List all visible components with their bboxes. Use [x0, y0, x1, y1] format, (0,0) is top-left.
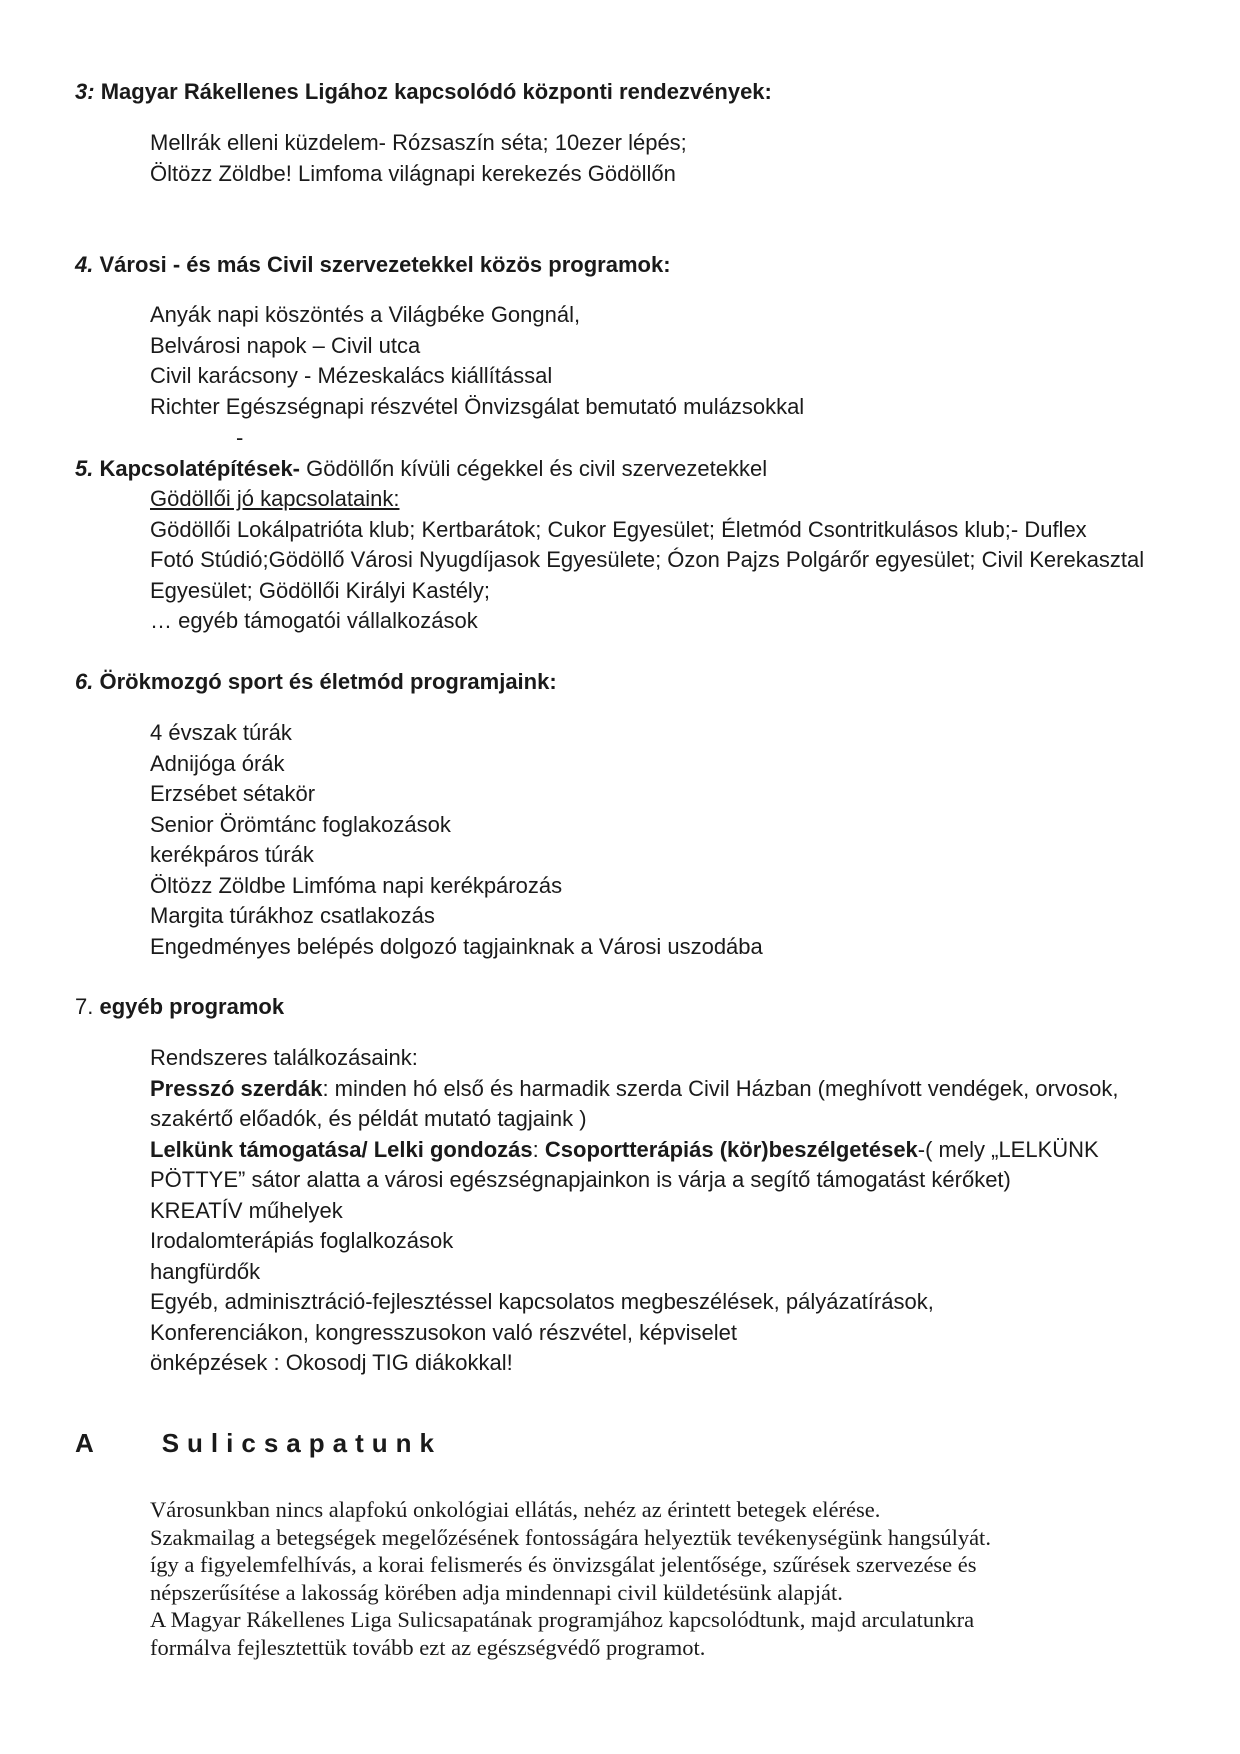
section-7-heading	[75, 994, 284, 1020]
lelkunk-line	[150, 1135, 1180, 1166]
section-5-body	[150, 484, 1180, 637]
body-line: Egyéb, adminisztráció-fejlesztéssel kapcsolatos megbeszélések, pályázatírások,	[150, 1289, 934, 1314]
body-line: Irodalomterápiás foglalkozások	[150, 1228, 454, 1253]
presszo-label: Presszó szerdák	[150, 1075, 323, 1101]
list-item: kerékpáros túrák	[150, 842, 314, 867]
list-item: Öltözz Zöldbe Limfóma napi kerékpározás	[150, 872, 563, 898]
paragraph-line: így a figyelemfelhívás, a korai felismerés és önvizsgálat jelentősége, szűrések szervezése és	[150, 1552, 977, 1577]
section-5-title: Kapcsolatépítések-	[99, 456, 301, 481]
section-5-subtitle: Gödöllőn kívüli cégekkel és civil szervezetekkel	[306, 456, 768, 481]
sulicsapatunk-heading: A Sulicsapatunk	[75, 1428, 442, 1458]
section-4-title: Városi - és más Civil szervezetekkel közös programok:	[99, 252, 671, 277]
stray-dash: -	[236, 425, 244, 450]
partners-line: Fotó Stúdió;Gödöllő Városi Nyugdíjasok Egyesülete; Ózon Pajzs Polgárőr egyesület; Civil Kerekasztal	[150, 547, 1145, 572]
body-line: Konferenciákon, kongresszusokon való részvétel, képviselet	[150, 1319, 737, 1345]
paragraph-line: Szakmailag a betegségek megelőzésének fontosságára helyeztük tevékenységünk hangsúlyát.	[150, 1524, 991, 1550]
section-5-heading	[75, 456, 767, 482]
partners-line: … egyéb támogatói vállalkozások	[150, 608, 478, 633]
body-line: önképzések : Okosodj TIG diákokkal!	[150, 1350, 513, 1375]
section-3-list	[150, 128, 1180, 189]
body-line: KREATÍV műhelyek	[150, 1197, 343, 1223]
section-7-number: 7.	[75, 994, 94, 1019]
lelkunk-label: Lelkünk támogatása/ Lelki gondozás	[150, 1136, 533, 1162]
section-7-title: egyéb programok	[99, 994, 285, 1019]
section-3-number: 3:	[75, 79, 95, 104]
lelkunk-text: -( mely „LELKÜNK	[917, 1136, 1099, 1162]
lelkunk-sep: :	[532, 1136, 545, 1162]
list-item: Mellrák elleni küzdelem- Rózsaszín séta; 10ezer lépés;	[150, 130, 687, 155]
partners-line: Gödöllői Lokálpatrióta klub; Kertbarátok; Cukor Egyesület; Életmód Csontritkulásos klub;- Duflex	[150, 516, 1087, 542]
partners-heading: Gödöllői jó kapcsolataink:	[150, 486, 400, 511]
lelkunk-label-2: Csoportterápiás (kör)beszélgetések	[544, 1136, 918, 1162]
section-6-number: 6.	[75, 669, 94, 694]
presszo-line	[150, 1074, 1180, 1105]
section-4-list	[150, 300, 1180, 422]
list-item: Erzsébet sétakör	[150, 781, 316, 806]
list-item: Richter Egészségnapi részvétel Önvizsgálat bemutató mulázsokkal	[150, 393, 805, 419]
list-item: Belvárosi napok – Civil utca	[150, 332, 421, 358]
paragraph-line: formálva fejlesztettük tovább ezt az egészségvédő programot.	[150, 1634, 706, 1660]
section-6-list	[150, 718, 1180, 962]
partners-line: Egyesület; Gödöllői Királyi Kastély;	[150, 577, 490, 603]
paragraph-line: Városunkban nincs alapfokú onkológiai ellátás, nehéz az érintett betegek elérése.	[150, 1497, 881, 1522]
section-7-body	[150, 1043, 1180, 1379]
list-item: Senior Örömtánc foglakozások	[150, 811, 451, 837]
paragraph-line: népszerűsítése a lakosság körében adja mindennapi civil küldetésünk alapját.	[150, 1579, 843, 1605]
list-item: Adnijóga órák	[150, 750, 285, 776]
section-4-number: 4.	[75, 252, 94, 277]
list-item: Margita túrákhoz csatlakozás	[150, 903, 435, 928]
section-6-heading	[75, 669, 557, 695]
body-line: hangfürdők	[150, 1258, 261, 1284]
list-item: Anyák napi köszöntés a Világbéke Gongnál,	[150, 302, 581, 327]
body-line: szakértő előadók, és példát mutató tagjaink )	[150, 1106, 587, 1131]
list-item: Civil karácsony - Mézeskalács kiállítással	[150, 363, 553, 388]
section-5-number: 5.	[75, 456, 94, 481]
section-3-title: Magyar Rákellenes Ligához kapcsolódó központi rendezvények:	[100, 79, 772, 104]
sulicsapatunk-body	[150, 1496, 1180, 1661]
list-item: Öltözz Zöldbe! Limfoma világnapi kerekezés Gödöllőn	[150, 160, 676, 186]
list-item: Engedményes belépés dolgozó tagjainknak a Városi uszodába	[150, 933, 763, 959]
paragraph-line: A Magyar Rákellenes Liga Sulicsapatának programjához kapcsolódtunk, majd arculatunkra	[150, 1607, 975, 1632]
section-6-title: Örökmozgó sport és életmód programjaink:	[99, 669, 557, 694]
presszo-text: : minden hó első és harmadik szerda Civil Házban (meghívott vendégek, orvosok,	[322, 1075, 1119, 1101]
body-line: PÖTTYE” sátor alatta a városi egészségnapjainkon is várja a segítő támogatást kérőket)	[150, 1167, 1011, 1192]
section-4-heading	[75, 252, 671, 278]
list-item: 4 évszak túrák	[150, 720, 292, 745]
section-3-heading	[75, 79, 772, 105]
meetings-label: Rendszeres találkozásaink:	[150, 1045, 418, 1070]
